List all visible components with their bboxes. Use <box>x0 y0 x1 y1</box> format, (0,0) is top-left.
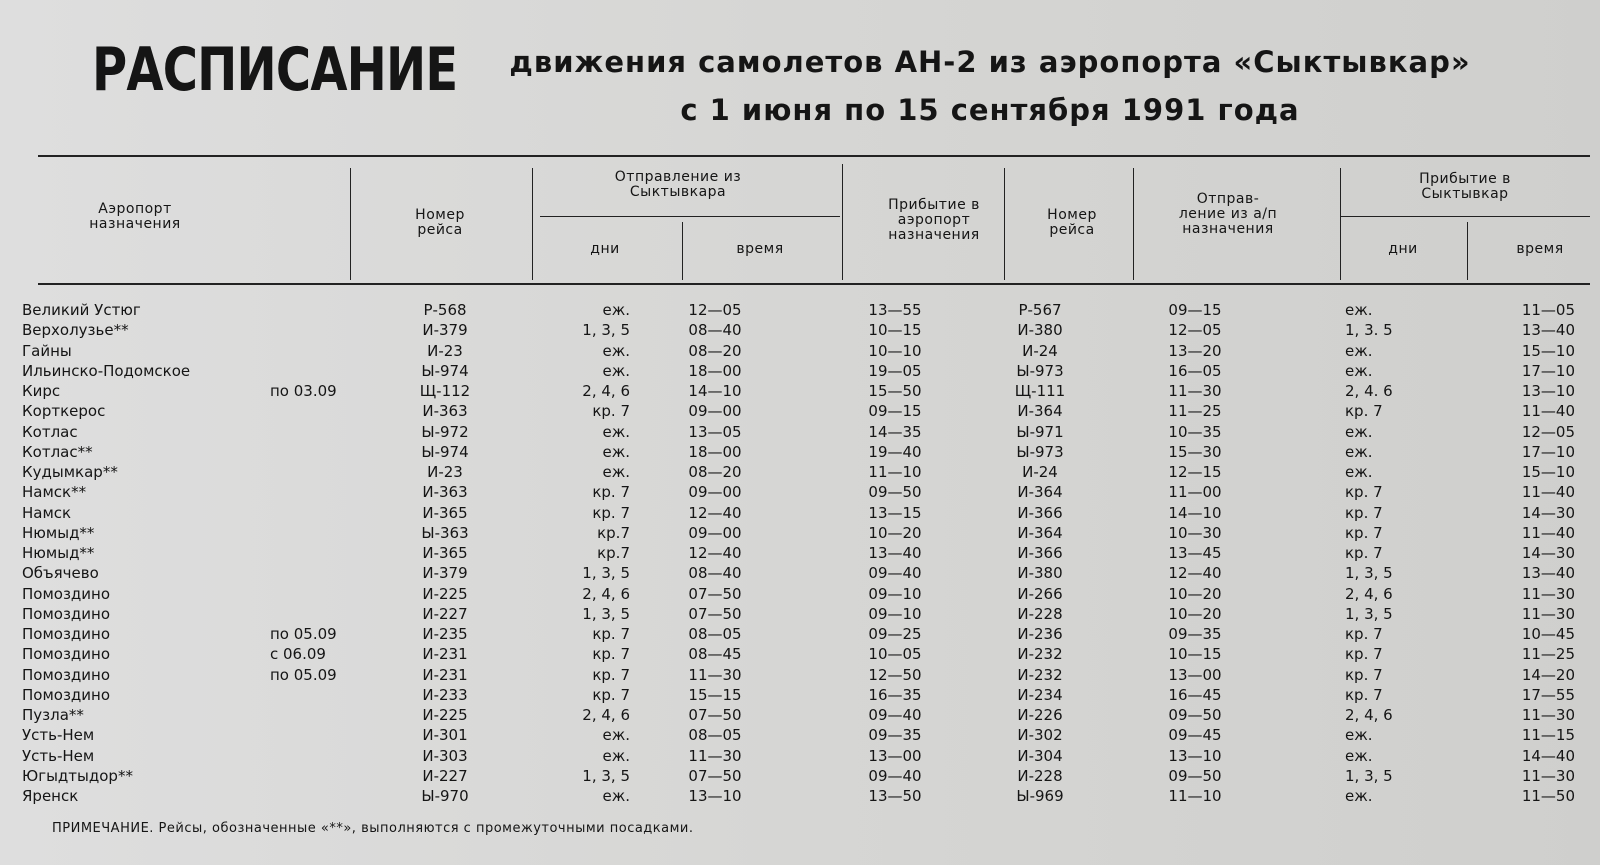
arrival-time-cell: 15—50 <box>868 382 922 400</box>
destination-cell: Помоздино <box>22 625 111 643</box>
return-departure-time-cell: 11—10 <box>1168 787 1222 805</box>
flight-number-cell: Ы-974 <box>421 361 469 380</box>
table-row <box>0 381 1600 401</box>
flight-number-cell: И-303 <box>422 746 468 765</box>
return-days-cell: кр. 7 <box>1345 665 1383 684</box>
header-destination: Аэропорт назначения <box>89 201 181 232</box>
return-days-cell: 1, 3. 5 <box>1345 321 1393 340</box>
table-row <box>0 705 1600 725</box>
arrival-time-cell: 14—35 <box>868 422 922 441</box>
destination-cell: Великий Устюг <box>22 301 141 319</box>
departure-days-cell: еж. <box>602 463 630 481</box>
header-bottom-rule <box>38 283 1590 285</box>
departure-days-cell: кр. 7 <box>592 645 630 664</box>
departure-subheader-rule <box>540 216 840 217</box>
return-flight-number-cell: И-232 <box>1017 665 1063 684</box>
table-row <box>0 543 1600 563</box>
return-days-cell: 1, 3, 5 <box>1345 564 1393 583</box>
flight-number-cell: И-23 <box>427 463 463 481</box>
footnote: ПРИМЕЧАНИЕ. Рейсы, обозначенные «**», выполняются с промежуточными посадками. <box>52 821 694 836</box>
col-divider <box>350 168 351 280</box>
return-arrival-time-cell: 13—40 <box>1521 321 1575 340</box>
departure-days-cell: кр. 7 <box>592 625 630 643</box>
departure-time-cell: 14—10 <box>688 382 742 400</box>
departure-time-cell: 07—50 <box>688 604 742 623</box>
period-cell: по 05.09 <box>270 665 337 684</box>
departure-time-cell: 12—05 <box>688 301 742 319</box>
return-arrival-time-cell: 13—40 <box>1521 564 1575 583</box>
header-time: время <box>736 241 784 257</box>
header-flight-no-back: Номер рейса <box>1047 207 1097 238</box>
departure-days-cell: кр.7 <box>597 523 630 542</box>
flight-number-cell: Р-568 <box>423 301 467 319</box>
return-departure-time-cell: 15—30 <box>1168 442 1222 461</box>
return-days-cell: кр. 7 <box>1345 402 1383 421</box>
return-departure-time-cell: 12—15 <box>1168 463 1222 481</box>
flight-number-cell: И-363 <box>422 402 468 421</box>
destination-cell: Котлас** <box>22 442 93 461</box>
departure-days-cell: кр. 7 <box>592 503 630 522</box>
col-divider <box>1004 168 1005 280</box>
arrival-time-cell: 09—40 <box>868 564 922 583</box>
return-departure-time-cell: 12—40 <box>1168 564 1222 583</box>
return-arrival-time-cell: 11—25 <box>1521 645 1575 664</box>
header-arrival-dest: Прибытие в аэропорт назначения <box>888 197 980 243</box>
return-flight-number-cell: И-304 <box>1017 746 1063 765</box>
arrival-time-cell: 19—05 <box>868 361 922 380</box>
return-days-cell: кр. 7 <box>1345 503 1383 522</box>
departure-time-cell: 12—40 <box>688 503 742 522</box>
return-days-cell: кр. 7 <box>1345 523 1383 542</box>
departure-days-cell: кр.7 <box>597 544 630 562</box>
table-row <box>0 746 1600 766</box>
departure-time-cell: 09—00 <box>688 402 742 421</box>
flight-number-cell: И-233 <box>422 685 468 704</box>
return-flight-number-cell: И-364 <box>1017 483 1063 502</box>
col-divider <box>682 222 683 280</box>
return-departure-time-cell: 09—50 <box>1168 706 1222 724</box>
return-departure-time-cell: 09—15 <box>1168 301 1222 319</box>
flight-number-cell: И-225 <box>422 584 468 603</box>
return-arrival-time-cell: 11—30 <box>1521 584 1575 603</box>
return-arrival-time-cell: 15—10 <box>1521 341 1575 360</box>
table-row <box>0 300 1600 320</box>
return-flight-number-cell: Ы-969 <box>1016 787 1064 805</box>
table-row <box>0 584 1600 604</box>
table-row <box>0 604 1600 624</box>
table-row <box>0 563 1600 583</box>
destination-cell: Гайны <box>22 341 72 360</box>
table-row <box>0 786 1600 806</box>
return-departure-time-cell: 09—45 <box>1168 726 1222 745</box>
flight-number-cell: Ы-363 <box>421 523 469 542</box>
departure-time-cell: 08—20 <box>688 463 742 481</box>
return-departure-time-cell: 11—30 <box>1168 382 1222 400</box>
header-days-back: дни <box>1388 241 1418 257</box>
return-arrival-time-cell: 11—30 <box>1521 706 1575 724</box>
return-flight-number-cell: И-228 <box>1017 604 1063 623</box>
table-row <box>0 644 1600 664</box>
return-arrival-time-cell: 11—40 <box>1521 483 1575 502</box>
flight-number-cell: И-231 <box>422 665 468 684</box>
departure-time-cell: 07—50 <box>688 766 742 785</box>
table-row <box>0 482 1600 502</box>
header-departure-group: Отправление из Сыктывкара <box>614 169 742 200</box>
return-days-cell: 2, 4. 6 <box>1345 382 1393 400</box>
return-flight-number-cell: Ы-973 <box>1016 361 1064 380</box>
col-divider <box>842 164 843 280</box>
flight-number-cell: И-365 <box>422 503 468 522</box>
destination-cell: Нюмыд** <box>22 544 95 562</box>
return-flight-number-cell: И-24 <box>1022 463 1058 481</box>
return-departure-time-cell: 11—00 <box>1168 483 1222 502</box>
arrival-time-cell: 10—10 <box>868 341 922 360</box>
departure-time-cell: 11—30 <box>688 746 742 765</box>
return-departure-time-cell: 13—10 <box>1168 746 1222 765</box>
header-flight-no: Номер рейса <box>415 207 465 238</box>
arrival-time-cell: 09—10 <box>868 584 922 603</box>
departure-time-cell: 12—40 <box>688 544 742 562</box>
header-departure-back: Отправ- ление из а/п назначения <box>1178 191 1278 237</box>
departure-days-cell: еж. <box>602 341 630 360</box>
flight-number-cell: И-227 <box>422 766 468 785</box>
return-departure-time-cell: 13—00 <box>1168 665 1222 684</box>
return-flight-number-cell: И-234 <box>1017 685 1063 704</box>
departure-days-cell: 1, 3, 5 <box>582 321 630 340</box>
return-flight-number-cell: И-366 <box>1017 503 1063 522</box>
destination-cell: Помоздино <box>22 645 111 664</box>
return-departure-time-cell: 16—45 <box>1168 685 1222 704</box>
departure-time-cell: 18—00 <box>688 442 742 461</box>
header-arrival-group: Прибытие в Сыктывкар <box>1419 171 1511 202</box>
departure-days-cell: еж. <box>602 787 630 805</box>
departure-days-cell: еж. <box>602 746 630 765</box>
destination-cell: Ильинско-Подомское <box>22 361 191 380</box>
destination-cell: Помоздино <box>22 685 111 704</box>
return-days-cell: 1, 3, 5 <box>1345 604 1393 623</box>
destination-cell: Югыдтыдор** <box>22 766 133 785</box>
arrival-time-cell: 10—15 <box>868 321 922 340</box>
return-departure-time-cell: 12—05 <box>1168 321 1222 340</box>
departure-time-cell: 09—00 <box>688 523 742 542</box>
return-departure-time-cell: 16—05 <box>1168 361 1222 380</box>
departure-time-cell: 18—00 <box>688 361 742 380</box>
arrival-time-cell: 10—20 <box>868 523 922 542</box>
return-arrival-time-cell: 11—05 <box>1521 301 1575 319</box>
flight-number-cell: И-235 <box>422 625 468 643</box>
return-flight-number-cell: Р-567 <box>1018 301 1062 319</box>
return-days-cell: кр. 7 <box>1345 483 1383 502</box>
destination-cell: Помоздино <box>22 584 111 603</box>
flight-number-cell: И-363 <box>422 483 468 502</box>
arrival-time-cell: 09—40 <box>868 706 922 724</box>
flight-number-cell: И-365 <box>422 544 468 562</box>
arrival-time-cell: 12—50 <box>868 665 922 684</box>
return-flight-number-cell: Ы-973 <box>1016 442 1064 461</box>
flight-number-cell: И-225 <box>422 706 468 724</box>
arrival-time-cell: 13—00 <box>868 746 922 765</box>
destination-cell: Кудымкар** <box>22 463 118 481</box>
departure-days-cell: 1, 3, 5 <box>582 564 630 583</box>
departure-time-cell: 08—45 <box>688 645 742 664</box>
departure-days-cell: 2, 4, 6 <box>582 584 630 603</box>
col-divider <box>532 168 533 280</box>
return-departure-time-cell: 13—45 <box>1168 544 1222 562</box>
table-row <box>0 685 1600 705</box>
return-arrival-time-cell: 14—30 <box>1521 503 1575 522</box>
destination-cell: Помоздино <box>22 604 111 623</box>
return-arrival-time-cell: 17—55 <box>1521 685 1575 704</box>
arrival-time-cell: 09—35 <box>868 726 922 745</box>
table-row <box>0 361 1600 381</box>
return-flight-number-cell: И-380 <box>1017 564 1063 583</box>
header-days: дни <box>590 241 620 257</box>
departure-time-cell: 13—05 <box>688 422 742 441</box>
return-days-cell: еж. <box>1345 787 1373 805</box>
departure-days-cell: кр. 7 <box>592 483 630 502</box>
return-arrival-time-cell: 12—05 <box>1521 422 1575 441</box>
return-days-cell: еж. <box>1345 301 1373 319</box>
table-top-rule <box>38 155 1590 157</box>
departure-days-cell: 1, 3, 5 <box>582 766 630 785</box>
flight-number-cell: Ы-974 <box>421 442 469 461</box>
table-row <box>0 503 1600 523</box>
departure-days-cell: еж. <box>602 422 630 441</box>
return-departure-time-cell: 10—20 <box>1168 584 1222 603</box>
return-flight-number-cell: И-302 <box>1017 726 1063 745</box>
table-row <box>0 442 1600 462</box>
departure-time-cell: 08—05 <box>688 726 742 745</box>
flight-number-cell: И-23 <box>427 341 463 360</box>
subtitle-line-2: с 1 июня по 15 сентября 1991 года <box>680 93 1300 127</box>
return-flight-number-cell: И-236 <box>1017 625 1063 643</box>
return-arrival-time-cell: 17—10 <box>1521 442 1575 461</box>
return-flight-number-cell: Щ-111 <box>1014 382 1066 400</box>
departure-days-cell: кр. 7 <box>592 665 630 684</box>
return-days-cell: еж. <box>1345 726 1373 745</box>
departure-time-cell: 07—50 <box>688 706 742 724</box>
col-divider <box>1133 168 1134 280</box>
return-flight-number-cell: И-364 <box>1017 402 1063 421</box>
departure-days-cell: еж. <box>602 442 630 461</box>
arrival-time-cell: 09—40 <box>868 766 922 785</box>
period-cell: по 05.09 <box>270 625 337 643</box>
destination-cell: Помоздино <box>22 665 111 684</box>
arrival-time-cell: 09—15 <box>868 402 922 421</box>
arrival-time-cell: 13—55 <box>868 301 922 319</box>
header-time-back: время <box>1516 241 1564 257</box>
destination-cell: Пузла** <box>22 706 84 724</box>
table-row <box>0 422 1600 442</box>
return-flight-number-cell: И-24 <box>1022 341 1058 360</box>
return-arrival-time-cell: 11—15 <box>1521 726 1575 745</box>
return-departure-time-cell: 10—35 <box>1168 422 1222 441</box>
return-days-cell: 1, 3, 5 <box>1345 766 1393 785</box>
return-days-cell: 2, 4, 6 <box>1345 584 1393 603</box>
page-subtitle <box>470 38 1510 134</box>
return-arrival-time-cell: 14—20 <box>1521 665 1575 684</box>
arrival-time-cell: 13—40 <box>868 544 922 562</box>
return-days-cell: 2, 4, 6 <box>1345 706 1393 724</box>
departure-days-cell: еж. <box>602 361 630 380</box>
return-days-cell: кр. 7 <box>1345 544 1383 562</box>
departure-days-cell: 2, 4, 6 <box>582 706 630 724</box>
table-row <box>0 766 1600 786</box>
table-row <box>0 665 1600 685</box>
destination-cell: Котлас <box>22 422 78 441</box>
flight-number-cell: И-227 <box>422 604 468 623</box>
return-departure-time-cell: 10—15 <box>1168 645 1222 664</box>
return-arrival-time-cell: 11—30 <box>1521 766 1575 785</box>
departure-time-cell: 08—40 <box>688 321 742 340</box>
destination-cell: Верхолузье** <box>22 321 129 340</box>
return-days-cell: еж. <box>1345 746 1373 765</box>
return-flight-number-cell: И-380 <box>1017 321 1063 340</box>
return-days-cell: еж. <box>1345 361 1373 380</box>
return-departure-time-cell: 13—20 <box>1168 341 1222 360</box>
arrival-time-cell: 09—10 <box>868 604 922 623</box>
return-flight-number-cell: Ы-971 <box>1016 422 1064 441</box>
return-flight-number-cell: И-266 <box>1017 584 1063 603</box>
return-flight-number-cell: И-228 <box>1017 766 1063 785</box>
flight-number-cell: И-379 <box>422 564 468 583</box>
subtitle-line-1: движения самолетов АН-2 из аэропорта «Сыктывкар» <box>509 45 1471 79</box>
col-divider <box>1467 222 1468 280</box>
table-row <box>0 523 1600 543</box>
flight-number-cell: Ы-972 <box>421 422 469 441</box>
return-departure-time-cell: 14—10 <box>1168 503 1222 522</box>
return-arrival-time-cell: 14—30 <box>1521 544 1575 562</box>
departure-days-cell: еж. <box>602 726 630 745</box>
return-days-cell: кр. 7 <box>1345 685 1383 704</box>
departure-time-cell: 08—40 <box>688 564 742 583</box>
arrival-time-cell: 09—50 <box>868 483 922 502</box>
departure-time-cell: 11—30 <box>688 665 742 684</box>
return-departure-time-cell: 11—25 <box>1168 402 1222 421</box>
departure-days-cell: кр. 7 <box>592 402 630 421</box>
destination-cell: Усть-Нем <box>22 746 95 765</box>
flight-number-cell: Щ-112 <box>419 382 471 400</box>
departure-time-cell: 08—05 <box>688 625 742 643</box>
return-arrival-time-cell: 10—45 <box>1521 625 1575 643</box>
return-departure-time-cell: 10—20 <box>1168 604 1222 623</box>
return-arrival-time-cell: 13—10 <box>1521 382 1575 400</box>
destination-cell: Кирс <box>22 382 61 400</box>
table-row <box>0 624 1600 644</box>
return-arrival-time-cell: 15—10 <box>1521 463 1575 481</box>
return-days-cell: еж. <box>1345 442 1373 461</box>
return-arrival-time-cell: 11—30 <box>1521 604 1575 623</box>
arrival-time-cell: 13—15 <box>868 503 922 522</box>
destination-cell: Намск <box>22 503 72 522</box>
destination-cell: Усть-Нем <box>22 726 95 745</box>
flight-number-cell: И-379 <box>422 321 468 340</box>
return-arrival-time-cell: 14—40 <box>1521 746 1575 765</box>
departure-days-cell: 2, 4, 6 <box>582 382 630 400</box>
flight-number-cell: И-231 <box>422 645 468 664</box>
departure-time-cell: 08—20 <box>688 341 742 360</box>
return-days-cell: еж. <box>1345 463 1373 481</box>
arrival-time-cell: 16—35 <box>868 685 922 704</box>
return-arrival-time-cell: 11—40 <box>1521 402 1575 421</box>
arrival-time-cell: 09—25 <box>868 625 922 643</box>
page-title: РАСПИСАНИЕ <box>92 35 458 105</box>
departure-time-cell: 15—15 <box>688 685 742 704</box>
arrival-time-cell: 11—10 <box>868 463 922 481</box>
return-flight-number-cell: И-226 <box>1017 706 1063 724</box>
flight-number-cell: Ы-970 <box>421 787 469 805</box>
return-departure-time-cell: 09—35 <box>1168 625 1222 643</box>
table-row <box>0 401 1600 421</box>
return-arrival-time-cell: 11—40 <box>1521 523 1575 542</box>
return-arrival-time-cell: 17—10 <box>1521 361 1575 380</box>
return-days-cell: еж. <box>1345 341 1373 360</box>
destination-cell: Намск** <box>22 483 87 502</box>
departure-days-cell: 1, 3, 5 <box>582 604 630 623</box>
table-row <box>0 725 1600 745</box>
departure-time-cell: 07—50 <box>688 584 742 603</box>
flight-number-cell: И-301 <box>422 726 468 745</box>
table-row <box>0 341 1600 361</box>
destination-cell: Яренск <box>22 787 79 805</box>
return-departure-time-cell: 09—50 <box>1168 766 1222 785</box>
return-days-cell: еж. <box>1345 422 1373 441</box>
table-row <box>0 462 1600 482</box>
return-arrival-time-cell: 11—50 <box>1521 787 1575 805</box>
departure-days-cell: кр. 7 <box>592 685 630 704</box>
return-days-cell: кр. 7 <box>1345 625 1383 643</box>
period-cell: с 06.09 <box>270 645 326 664</box>
arrival-time-cell: 13—50 <box>868 787 922 805</box>
destination-cell: Объячево <box>22 564 99 583</box>
arrival-time-cell: 10—05 <box>868 645 922 664</box>
table-row <box>0 320 1600 340</box>
departure-time-cell: 13—10 <box>688 787 742 805</box>
destination-cell: Нюмыд** <box>22 523 95 542</box>
return-flight-number-cell: И-232 <box>1017 645 1063 664</box>
return-flight-number-cell: И-366 <box>1017 544 1063 562</box>
period-cell: по 03.09 <box>270 382 337 400</box>
departure-days-cell: еж. <box>602 301 630 319</box>
departure-time-cell: 09—00 <box>688 483 742 502</box>
return-departure-time-cell: 10—30 <box>1168 523 1222 542</box>
destination-cell: Корткерос <box>22 402 106 421</box>
return-days-cell: кр. 7 <box>1345 645 1383 664</box>
col-divider <box>1340 168 1341 280</box>
return-flight-number-cell: И-364 <box>1017 523 1063 542</box>
arrival-time-cell: 19—40 <box>868 442 922 461</box>
arrival-subheader-rule <box>1340 216 1590 217</box>
